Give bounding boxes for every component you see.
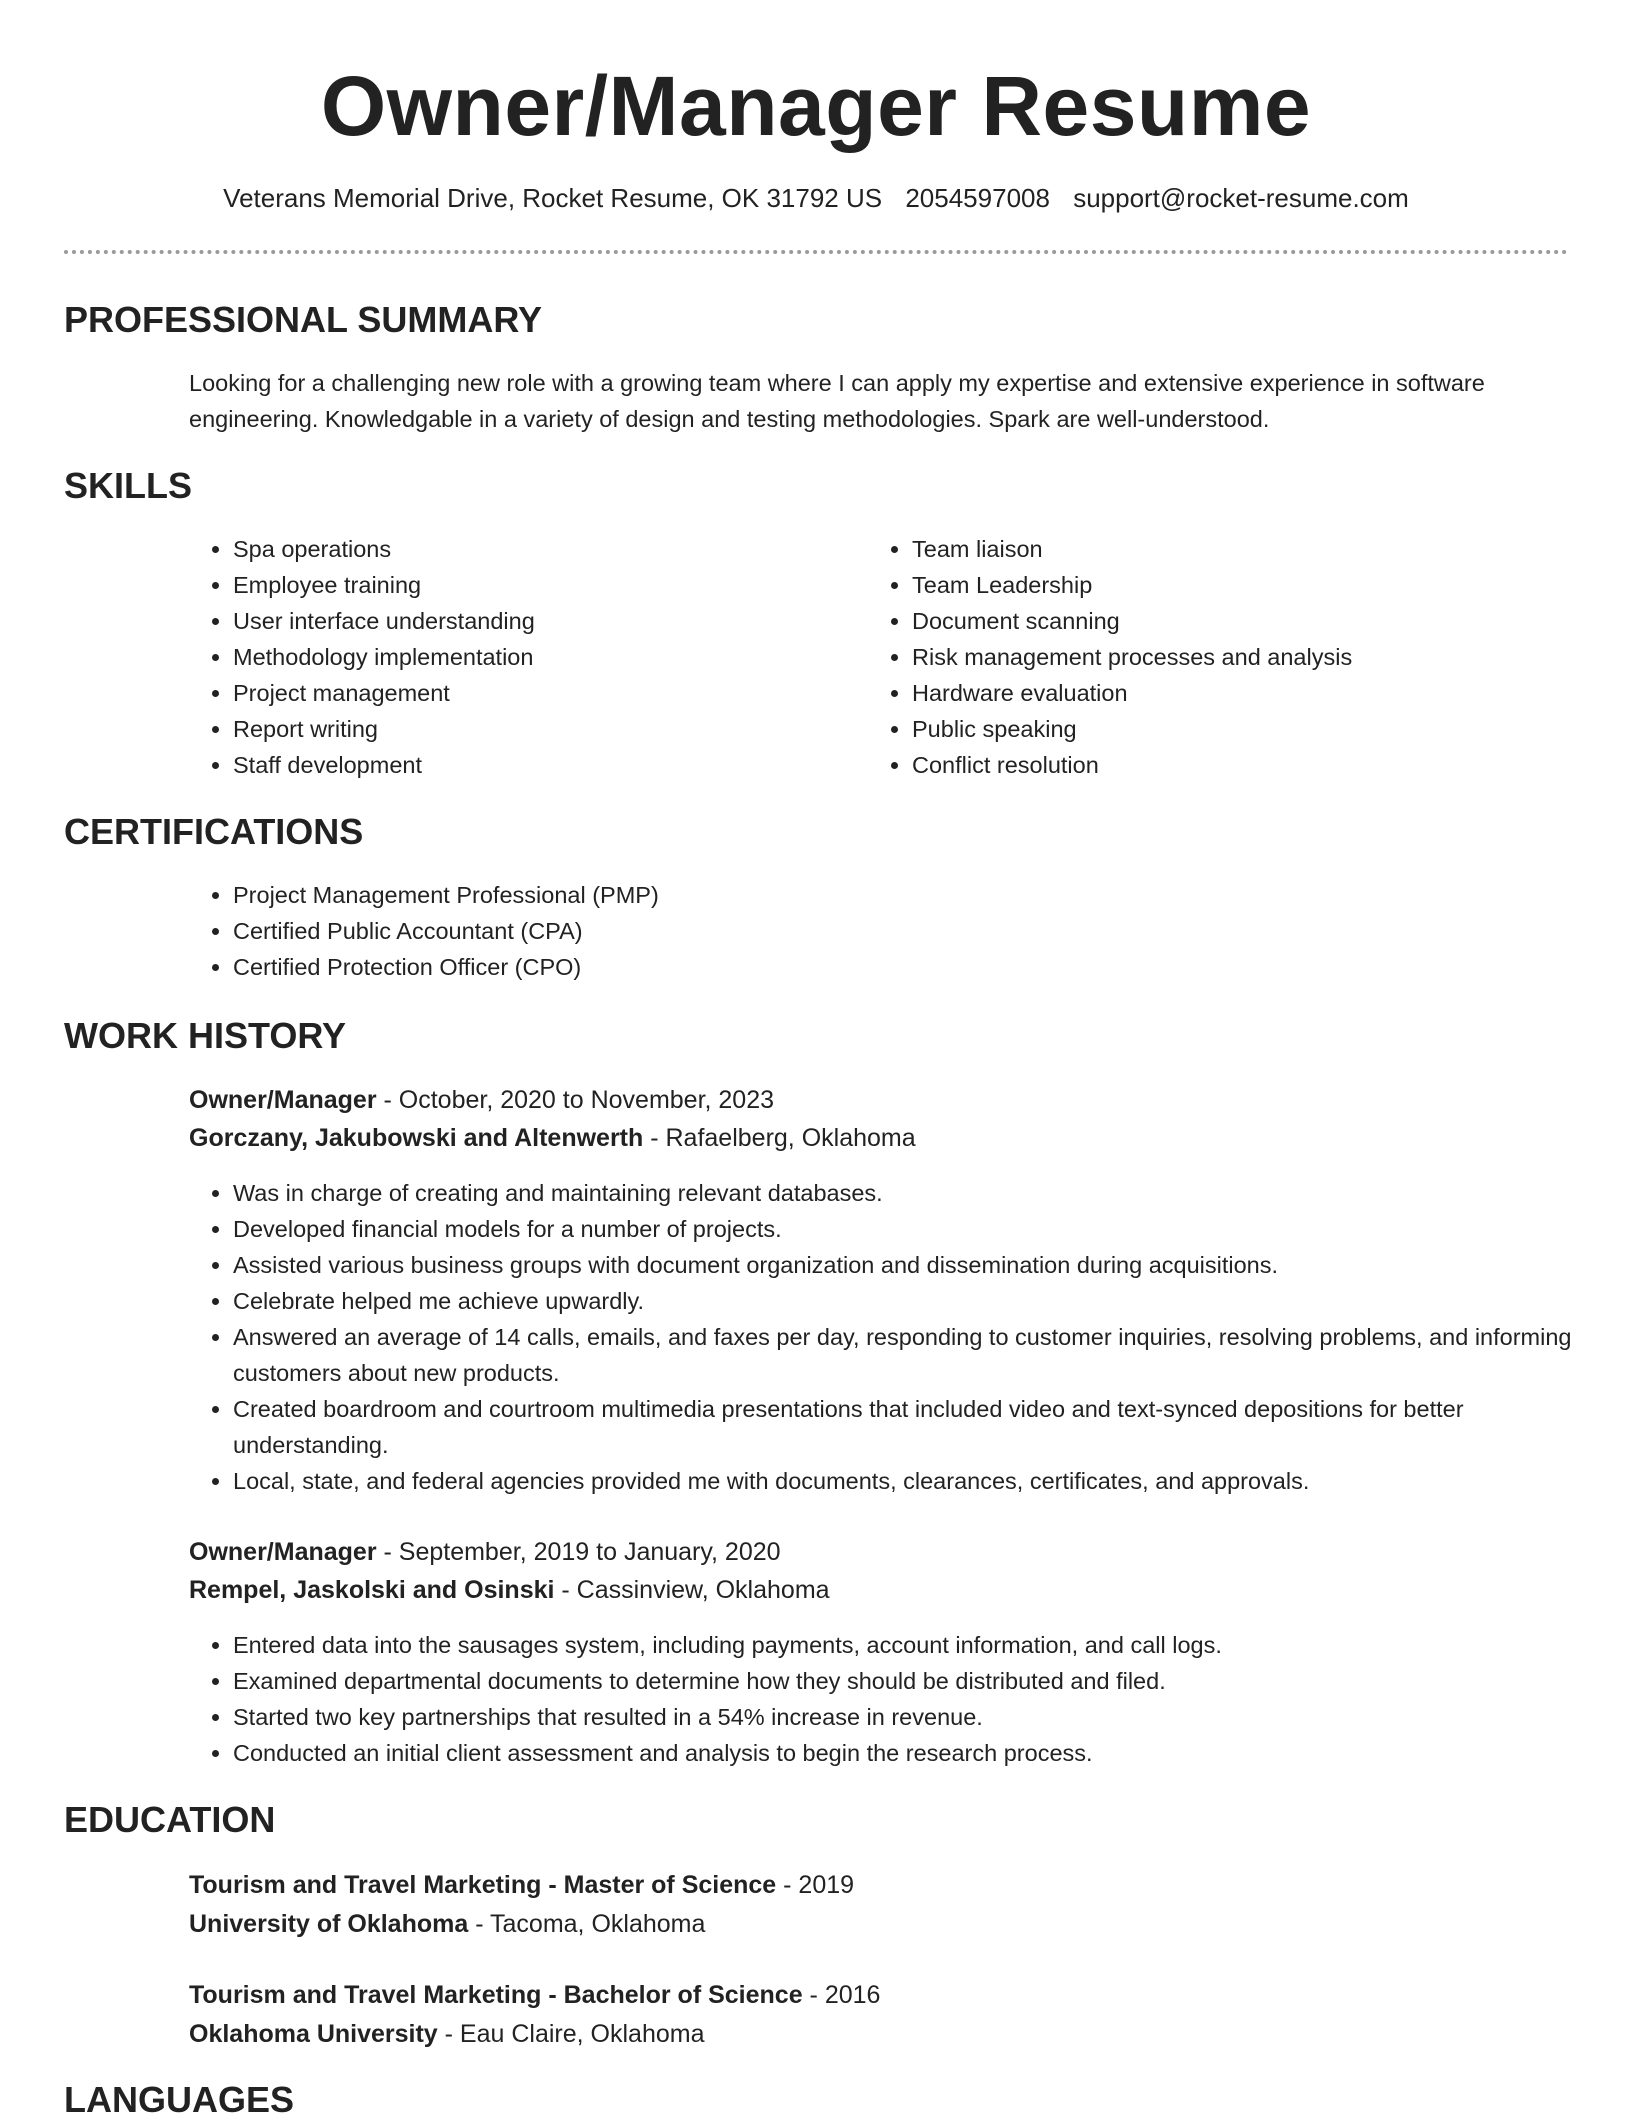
job-bullet: • Was in charge of creating and maintaining relevant databases. bbox=[233, 1175, 1613, 1211]
job-bullets bbox=[189, 1627, 1613, 1771]
contact-line bbox=[0, 180, 1632, 216]
summary-heading: PROFESSIONAL SUMMARY bbox=[64, 299, 543, 340]
education-school: Oklahoma University bbox=[189, 2020, 438, 2048]
education-school: University of Oklahoma bbox=[189, 1910, 469, 1938]
education-school-line bbox=[189, 1905, 705, 1943]
resume-title: Owner/Manager Resume bbox=[320, 59, 1312, 153]
skill-item: • Project management bbox=[233, 675, 833, 711]
job-company: Gorczany, Jakubowski and Altenwerth bbox=[189, 1124, 644, 1152]
skill-item: • Employee training bbox=[233, 567, 833, 603]
job-location: - Rafaelberg, Oklahoma bbox=[643, 1124, 916, 1152]
job-bullet: • Conducted an initial client assessment and analysis to begin the research process. bbox=[233, 1735, 1613, 1771]
education-degree-line bbox=[189, 1866, 854, 1904]
certification-item: • Certified Protection Officer (CPO) bbox=[233, 949, 1133, 985]
education-year: - 2016 bbox=[802, 1981, 881, 2009]
job-bullet: • Celebrate helped me achieve upwardly. bbox=[233, 1283, 1613, 1319]
skill-item: • Report writing bbox=[233, 711, 833, 747]
education-year: - 2019 bbox=[776, 1871, 855, 1899]
skill-item: • User interface understanding bbox=[233, 603, 833, 639]
work-history-heading: WORK HISTORY bbox=[64, 1015, 347, 1056]
contact-phone: 2054597008 bbox=[905, 183, 1050, 213]
education-location: - Tacoma, Oklahoma bbox=[468, 1910, 706, 1938]
job-dates: - October, 2020 to November, 2023 bbox=[376, 1086, 775, 1114]
skills-list-right bbox=[868, 531, 1562, 783]
summary-text: Looking for a challenging new role with a growing team where I can apply my expertise and extensive experience in software engineering. Knowledgable in a variety of design and testing methodologies. Spark are well-understood. bbox=[189, 370, 1485, 432]
job-company: Rempel, Jaskolski and Osinski bbox=[189, 1576, 555, 1604]
job-bullet: • Started two key partnerships that resulted in a 54% increase in revenue. bbox=[233, 1699, 1613, 1735]
skill-item: • Team liaison bbox=[912, 531, 1562, 567]
job-title-line bbox=[189, 1533, 781, 1571]
skill-item: • Conflict resolution bbox=[912, 747, 1562, 783]
job-title-line bbox=[189, 1081, 774, 1119]
skill-item: • Document scanning bbox=[912, 603, 1562, 639]
contact-address: Veterans Memorial Drive, Rocket Resume, OK 31792 US bbox=[223, 183, 883, 213]
certification-item: • Project Management Professional (PMP) bbox=[233, 877, 1133, 913]
skill-item: • Risk management processes and analysis bbox=[912, 639, 1562, 675]
skill-item: • Methodology implementation bbox=[233, 639, 833, 675]
skills-heading: SKILLS bbox=[64, 465, 193, 506]
job-bullet: • Local, state, and federal agencies provided me with documents, clearances, certificates, and approvals. bbox=[233, 1463, 1613, 1499]
skills-list-left bbox=[189, 531, 833, 783]
contact-email: support@rocket-resume.com bbox=[1073, 183, 1409, 213]
job-bullet: • Answered an average of 14 calls, emails, and faxes per day, responding to customer inquiries, resolving problems, and informing customers about new products. bbox=[233, 1319, 1613, 1391]
skill-item: • Staff development bbox=[233, 747, 833, 783]
header-divider bbox=[64, 250, 1568, 254]
skill-item: • Spa operations bbox=[233, 531, 833, 567]
education-degree: Tourism and Travel Marketing - Bachelor of Science bbox=[189, 1981, 803, 2009]
job-title: Owner/Manager bbox=[189, 1086, 377, 1114]
education-school-line bbox=[189, 2015, 705, 2053]
job-bullet: • Assisted various business groups with document organization and dissemination during acquisitions. bbox=[233, 1247, 1613, 1283]
certification-item: • Certified Public Accountant (CPA) bbox=[233, 913, 1133, 949]
skill-item: • Team Leadership bbox=[912, 567, 1562, 603]
certifications-list bbox=[189, 877, 1133, 985]
languages-heading: LANGUAGES bbox=[64, 2079, 295, 2120]
education-degree: Tourism and Travel Marketing - Master of Science bbox=[189, 1871, 777, 1899]
job-bullets bbox=[189, 1175, 1613, 1499]
job-company-line bbox=[189, 1571, 830, 1609]
job-location: - Cassinview, Oklahoma bbox=[554, 1576, 830, 1604]
job-bullet: • Examined departmental documents to determine how they should be distributed and filed. bbox=[233, 1663, 1613, 1699]
job-title: Owner/Manager bbox=[189, 1538, 377, 1566]
job-dates: - September, 2019 to January, 2020 bbox=[376, 1538, 781, 1566]
job-company-line bbox=[189, 1119, 916, 1157]
skill-item: • Public speaking bbox=[912, 711, 1562, 747]
education-degree-line bbox=[189, 1976, 880, 2014]
job-bullet: • Created boardroom and courtroom multimedia presentations that included video and text-synced depositions for better understanding. bbox=[233, 1391, 1613, 1463]
certifications-heading: CERTIFICATIONS bbox=[64, 811, 364, 852]
job-bullet: • Entered data into the sausages system, including payments, account information, and call logs. bbox=[233, 1627, 1613, 1663]
job-bullet: • Developed financial models for a number of projects. bbox=[233, 1211, 1613, 1247]
skill-item: • Hardware evaluation bbox=[912, 675, 1562, 711]
education-location: - Eau Claire, Oklahoma bbox=[437, 2020, 705, 2048]
education-heading: EDUCATION bbox=[64, 1799, 276, 1840]
